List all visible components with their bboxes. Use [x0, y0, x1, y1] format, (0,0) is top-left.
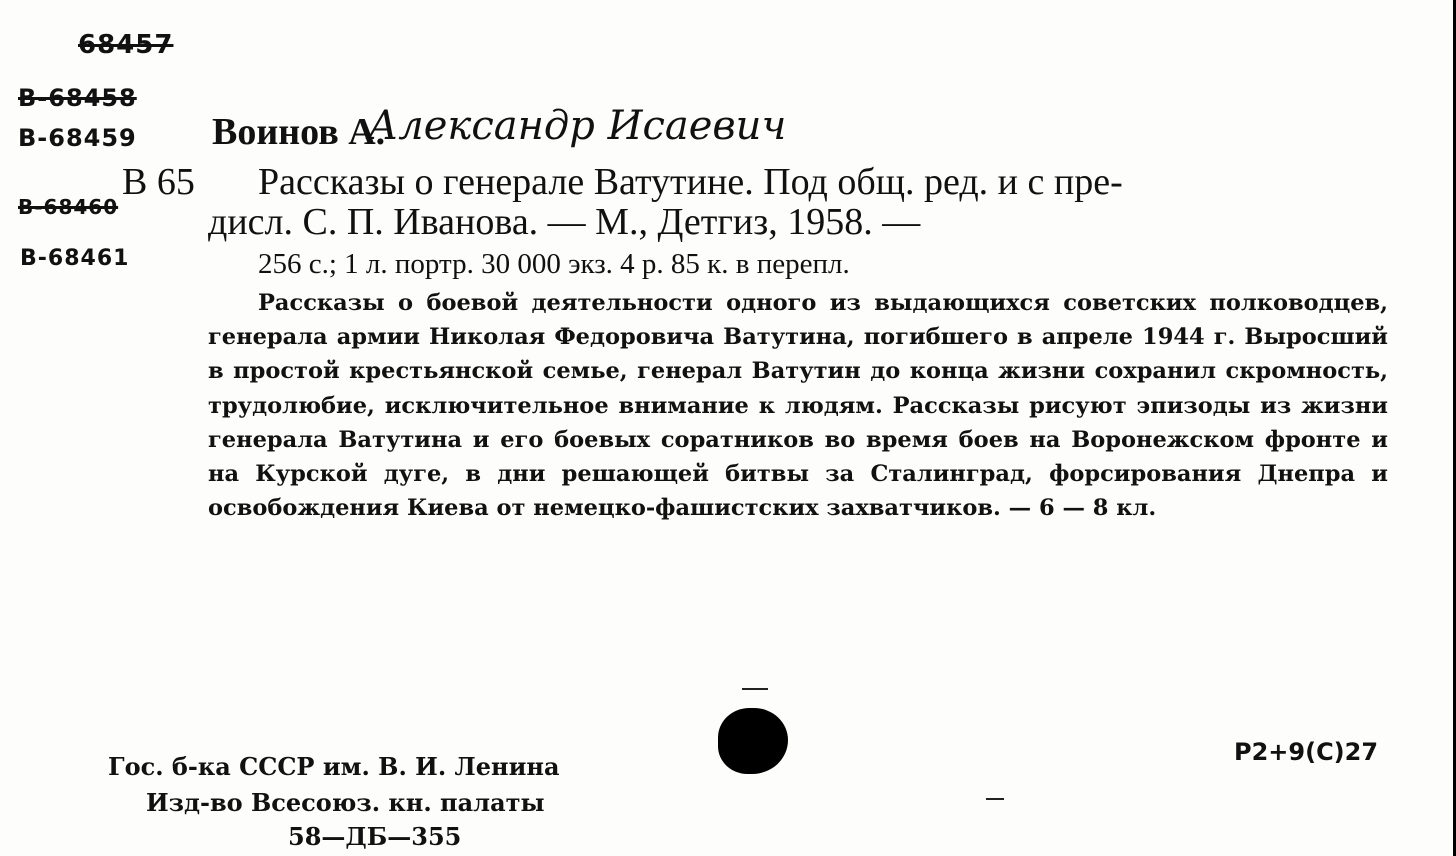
inventory-number-3: В-68459 — [18, 124, 137, 152]
footer-classification: Р2+9(С)27 — [1234, 738, 1379, 766]
dash-mark — [742, 688, 768, 690]
footer-publisher: Изд-во Всесоюз. кн. палаты — [146, 788, 545, 817]
footer-card-number: 58—ДБ—355 — [288, 822, 462, 851]
dash-mark — [986, 798, 1004, 800]
title-line-1: Рассказы о генерале Ватутине. Под общ. ред. и с пре- — [258, 161, 1123, 203]
title-line-2: дисл. С. П. Иванова. — М., Детгиз, 1958. — — [208, 201, 921, 243]
ink-blot — [718, 708, 788, 774]
inventory-number-1: 68457 — [78, 30, 174, 60]
inventory-number-4: В-68460 — [18, 195, 119, 219]
call-number: В 65 — [122, 161, 195, 203]
inventory-number-2: В-68458 — [18, 84, 137, 112]
physical-description: 256 с.; 1 л. портр. 30 000 экз. 4 р. 85 к. в перепл. — [258, 248, 850, 280]
footer-library: Гос. б-ка СССР им. В. И. Ленина — [108, 752, 560, 781]
author-typed: Воинов А. — [212, 111, 386, 153]
inventory-number-5: В-68461 — [20, 246, 130, 271]
author-handwritten: Александр Исаевич — [368, 103, 787, 149]
abstract: Рассказы о боевой деятельности одного из выдающихся советских полководцев, генерала армии Николая Федоровича Ватутина, погибшего в апреле 1944 г. Выросший в простой крестьянской семье, генерал Ватутин до конца жизни сохранил скромность, трудолюбие, исключительное внимание к людям. Рассказы рисуют эпизоды из жизни генерала Ватутина и его боевых соратников во время боев на Воронежском фронте и на Курской дуге, в дни решающей битвы за Сталинград, форсирования Днепра и освобождения Киева от немецко-фашистских захватчиков. — 6 — 8 кл. — [208, 290, 1388, 522]
